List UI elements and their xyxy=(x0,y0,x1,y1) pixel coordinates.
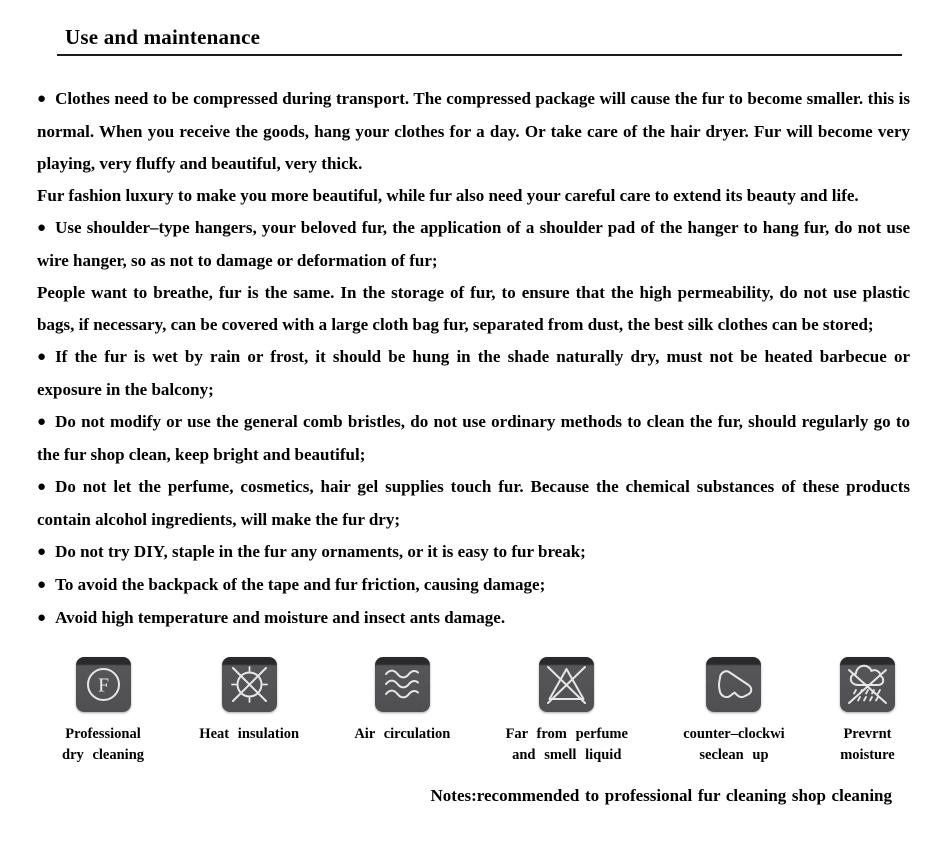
care-item-professional-dry-cleaning xyxy=(62,657,144,766)
paragraph-text: Do not modify or use the general comb bristles, do not use ordinary methods to clean the fur, should regularly go to the fur shop clean, keep bright and beautiful; xyxy=(37,412,910,465)
paragraph xyxy=(37,536,910,569)
svg-text:F: F xyxy=(97,674,109,697)
air-circulation-icon xyxy=(375,657,430,712)
paragraph-text: Use shoulder–type hangers, your beloved fur, the application of a shoulder pad of the hanger to hang fur, do not use wire hanger, so as not to damage or deformation of fur; xyxy=(37,218,910,271)
care-label: counter–clockwi seclean up xyxy=(683,726,785,764)
prevent-moisture-icon xyxy=(840,657,895,712)
paragraph xyxy=(37,277,910,341)
paragraph xyxy=(37,471,910,536)
professional-dry-cleaning-icon xyxy=(76,657,131,712)
care-item-heat-insulation xyxy=(199,657,299,745)
paragraph-text: Clothes need to be compressed during transport. The compressed package will cause the fur to become smaller. this is normal. When you receive the goods, hang your clothes for a day. Or take care of the hair dryer. Fur will become very playing, very fluffy and beautiful, very thick. xyxy=(37,89,910,174)
care-item-far-from-perfume xyxy=(506,657,628,766)
bullet-icon: ● xyxy=(37,91,47,108)
paragraph-text: Do not let the perfume, cosmetics, hair gel supplies touch fur. Because the chemical substances of these products contain alcohol ingredients, will make the fur dry; xyxy=(37,477,910,530)
care-item-prevent-moisture xyxy=(840,657,895,766)
heat-insulation-icon xyxy=(222,657,277,712)
counter-clockwise-clean-icon xyxy=(706,657,761,712)
paragraph xyxy=(37,212,910,277)
bullet-icon: ● xyxy=(37,577,47,594)
paragraph xyxy=(37,406,910,471)
care-label: Far from perfume and smell liquid xyxy=(505,726,628,764)
header xyxy=(0,0,950,49)
bullet-icon: ● xyxy=(37,414,47,431)
paragraph-text: Do not try DIY, staple in the fur any ornaments, or it is easy to fur break; xyxy=(55,542,586,562)
paragraph xyxy=(37,569,910,602)
bullet-icon: ● xyxy=(37,349,47,366)
care-label: Professional dry cleaning xyxy=(62,726,145,764)
bullet-icon: ● xyxy=(37,610,47,627)
title-underline xyxy=(57,54,902,56)
paragraph xyxy=(37,602,910,635)
care-label: Air circulation xyxy=(354,726,451,743)
paragraph-text: To avoid the backpack of the tape and fur friction, causing damage; xyxy=(55,575,546,595)
paragraph-text: People want to breathe, fur is the same. In the storage of fur, to ensure that the high permeability, do not use plastic bags, if necessary, can be covered with a large cloth bag fur, separated from dust, the best silk clothes can be stored; xyxy=(37,283,910,335)
paragraph-text: If the fur is wet by rain or frost, it should be hung in the shade naturally dry, must not be heated barbecue or exposure in the balcony; xyxy=(37,347,910,400)
bullet-icon: ● xyxy=(37,220,47,237)
paragraph-text: Fur fashion luxury to make you more beautiful, while fur also need your careful care to extend its beauty and life. xyxy=(37,186,859,206)
far-from-perfume-icon xyxy=(539,657,594,712)
care-item-air-circulation xyxy=(354,657,450,745)
paragraph xyxy=(37,180,910,212)
care-label: Prevrnt moisture xyxy=(840,726,895,764)
bottom-note: Notes:recommended to professional fur cleaning shop cleaning xyxy=(430,786,892,806)
page-title: Use and maintenance xyxy=(65,25,261,49)
instructions-text xyxy=(37,83,910,635)
bullet-icon: ● xyxy=(37,479,47,496)
care-symbols-row xyxy=(62,657,895,766)
care-label: Heat insulation xyxy=(199,726,300,743)
paragraph-text: Avoid high temperature and moisture and insect ants damage. xyxy=(55,608,506,628)
bullet-icon: ● xyxy=(37,544,47,561)
paragraph xyxy=(37,341,910,406)
paragraph xyxy=(37,83,910,180)
care-item-counter-clockwise-clean xyxy=(683,657,784,766)
